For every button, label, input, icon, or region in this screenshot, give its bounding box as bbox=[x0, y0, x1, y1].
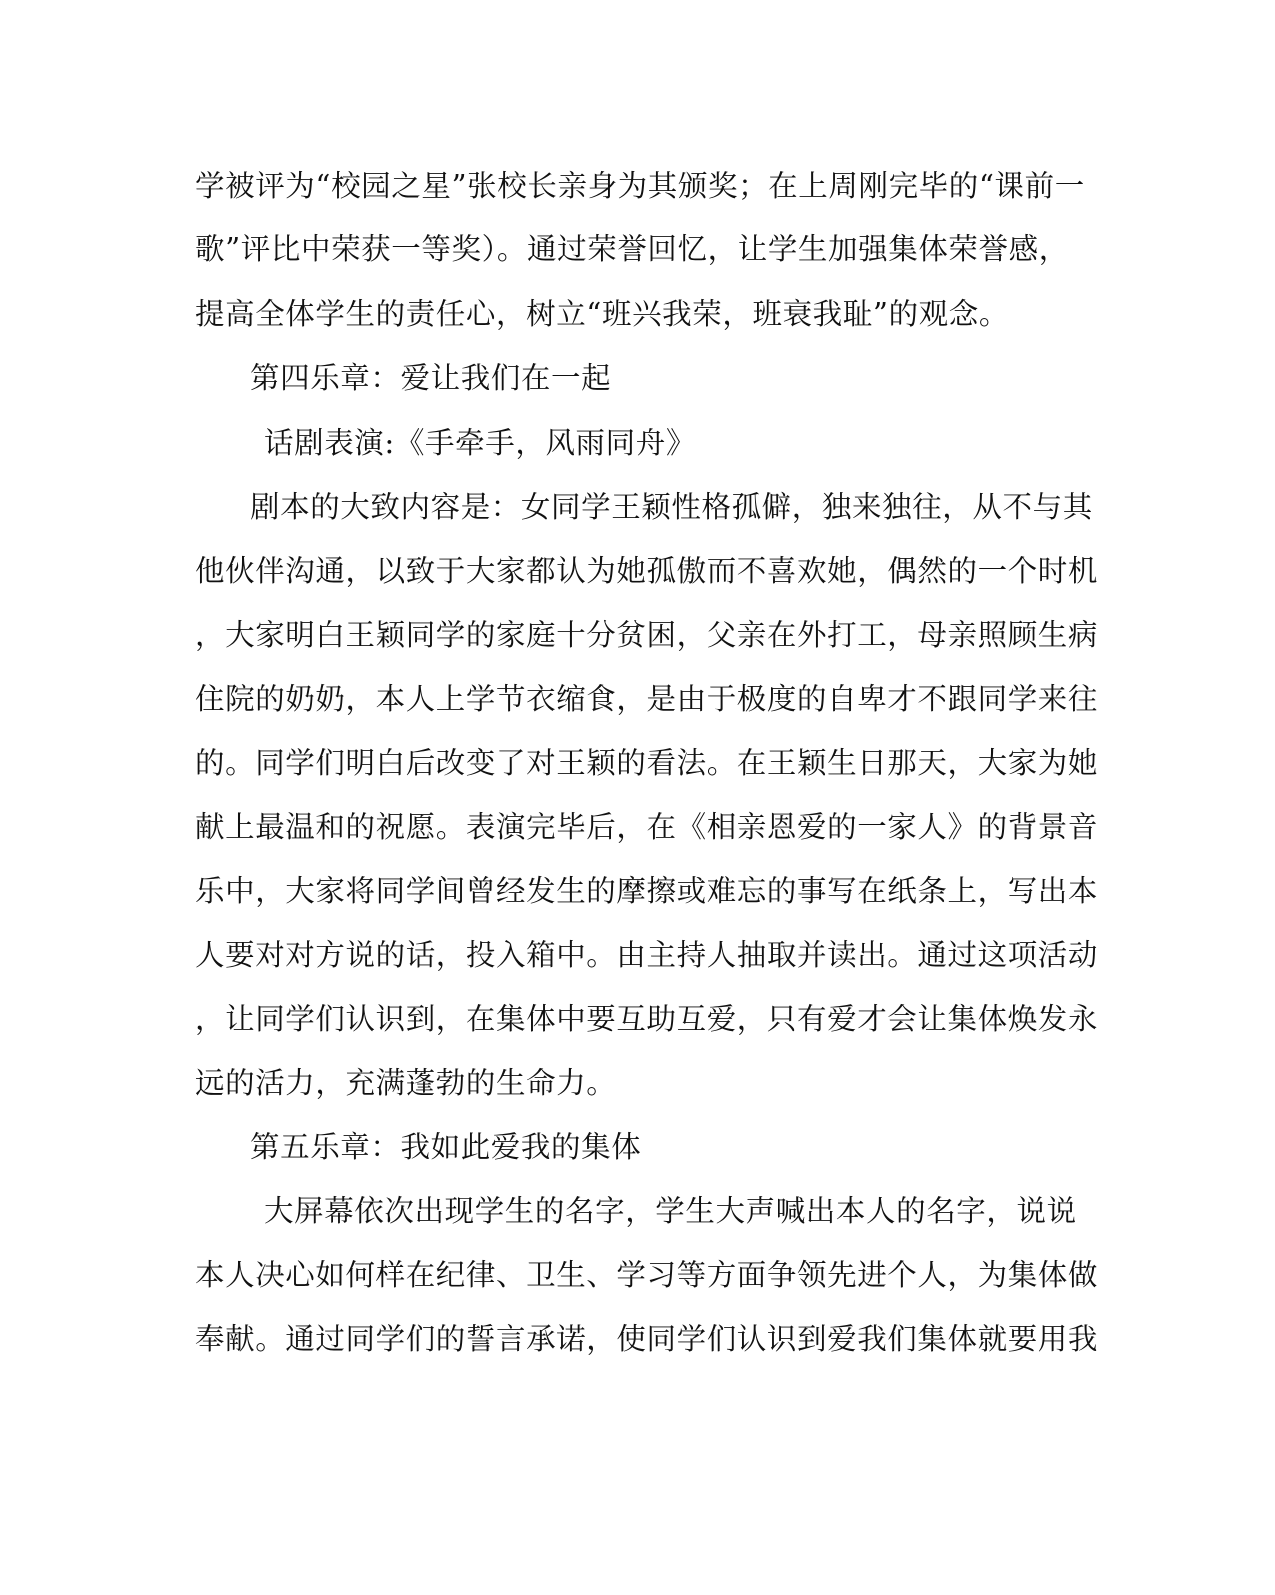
text-line: 他伙伴沟通，以致于大家都认为她孤傲而不喜欢她，偶然的一个时机 bbox=[195, 554, 1099, 588]
text-line: 住院的奶奶，本人上学节衣缩食，是由于极度的自卑才不跟同学来往 bbox=[195, 682, 1099, 716]
text-line: ，让同学们认识到，在集体中要互助互爱，只有爱才会让集体焕发永 bbox=[195, 1002, 1099, 1036]
text-line: 乐中，大家将同学间曾经发生的摩擦或难忘的事写在纸条上，写出本 bbox=[195, 874, 1099, 908]
text-line: 奉献。通过同学们的誓言承诺，使同学们认识到爱我们集体就要用我 bbox=[195, 1322, 1099, 1356]
text-line: 歌”评比中荣获一等奖）。通过荣誉回忆，让学生加强集体荣誉感， bbox=[195, 232, 1069, 266]
text-line: 提高全体学生的责任心，树立“班兴我荣，班衰我耻”的观念。 bbox=[195, 297, 1009, 331]
text-line: 献上最温和的祝愿。表演完毕后，在《相亲恩爱的一家人》的背景音 bbox=[195, 810, 1099, 844]
text-line: 远的活力，充满蓬勃的生命力。 bbox=[195, 1066, 617, 1100]
text-line: 剧本的大致内容是：女同学王颖性格孤僻，独来独往，从不与其 bbox=[250, 490, 1093, 524]
text-line: ，大家明白王颖同学的家庭十分贫困，父亲在外打工，母亲照顾生病 bbox=[195, 618, 1099, 652]
section-heading-5: 第五乐章：我如此爱我的集体 bbox=[250, 1130, 642, 1164]
text-line: 学被评为“校园之星”张校长亲身为其颁奖；在上周刚完毕的“课前一 bbox=[195, 169, 1085, 203]
subheading-drama: 话剧表演:《手牵手，风雨同舟》 bbox=[264, 426, 696, 460]
section-heading-4: 第四乐章：爱让我们在一起 bbox=[250, 361, 612, 395]
text-line: 人要对对方说的话，投入箱中。由主持人抽取并读出。通过这项活动 bbox=[195, 938, 1099, 972]
text-line: 本人决心如何样在纪律、卫生、学习等方面争领先进个人，为集体做 bbox=[195, 1258, 1099, 1292]
text-line: 大屏幕依次出现学生的名字，学生大声喊出本人的名字，说说 bbox=[264, 1194, 1077, 1228]
text-line: 的。同学们明白后改变了对王颖的看法。在王颖生日那天，大家为她 bbox=[195, 746, 1099, 780]
